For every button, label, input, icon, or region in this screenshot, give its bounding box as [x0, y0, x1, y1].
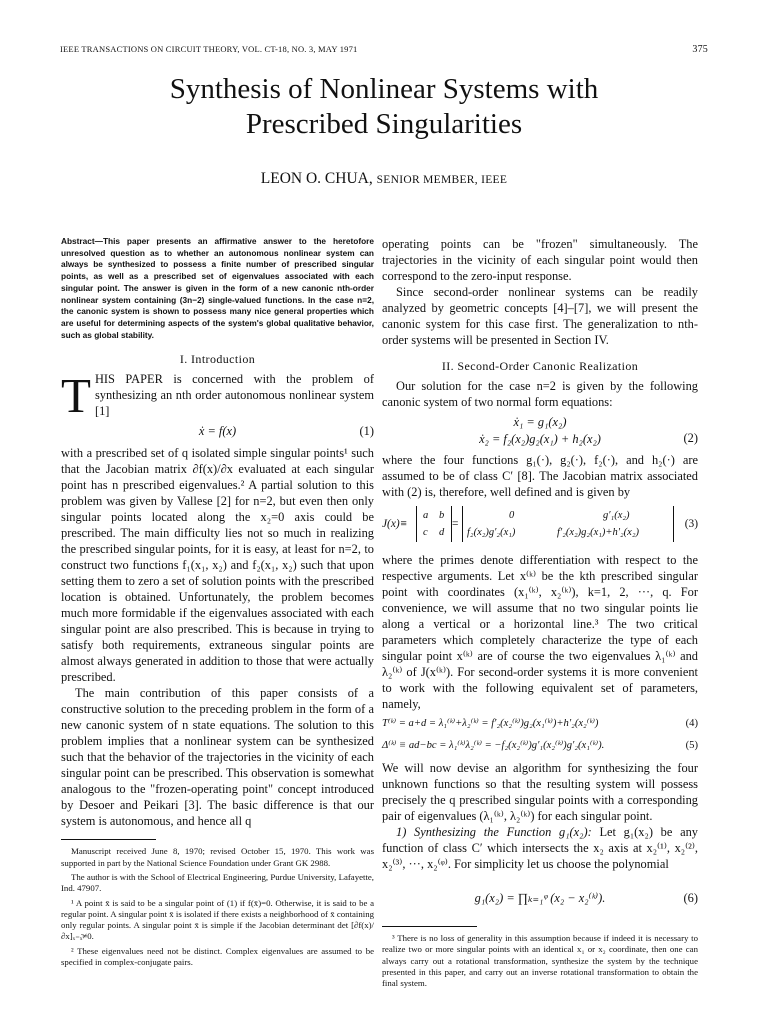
subsection-g1-text: Let g₁(x₂) be any function of class C′ which intersects the x₂ axis at x₂⁽¹⁾, x₂⁽²⁾, x₂⁽³⁾, ···, x₂⁽ᵠ⁾. For simplicity let us choose the polynomial: [382, 825, 698, 871]
matrix-entry-12: g′₁(x₂): [603, 510, 630, 521]
page-number: 375: [692, 44, 708, 55]
equation-2-number: (2): [683, 431, 698, 445]
equation-4-body: T⁽ᵏ⁾ = a+d = λ₁⁽ᵏ⁾+λ₂⁽ᵏ⁾ = f′₂(x₂⁽ᵏ⁾)g₂(x₁⁽ᵏ⁾)+h′₂(x₂⁽ᵏ⁾): [382, 718, 599, 729]
subsection-heading-g1: 1) Synthesizing the Function g₁(x₂):: [396, 825, 592, 839]
footnote-divider: [61, 839, 156, 840]
equation-5: [382, 738, 698, 756]
equation-5-number: (5): [685, 740, 698, 751]
footnote-divider-right: [382, 926, 477, 927]
paper-title: [60, 72, 708, 142]
right-paragraph-5: where the primes denote differentiation with respect to the respective arguments. Let x⁽ᵏ⁾ be the kth prescribed singular point with coordinates (x₁⁽ᵏ⁾, x₂⁽ᵏ⁾), k=1, 2, ···, q. For convenience, we will assume that no two singular points lie along a vertical or a horizontal line.³ The two critical parameters which completely characterize the type of each singular point x⁽ᵏ⁾ are of course the two eigenvalues λ₁⁽ᵏ⁾ and λ₂⁽ᵏ⁾ of J(x⁽ᵏ⁾). For second-order systems it is more convenient to work with the following equivalent set of parameters, namely,: [382, 553, 698, 711]
equation-6: [382, 878, 698, 916]
intro-paragraph-3: The main contribution of this paper consists of a constructive solution to the preceding problem in the form of a new canonic system of n state equations. The solution to this problem implies that a nonlinear system can be synthesized such that the behavior of the trajectories in the vicinity of each singular point can be prescribed. This observation is somewhat analogous to the "frozen-operating point" concept introduced by Desoer and Peikari [3]. The basic difference is that our system is autonomous, and hence all q: [61, 686, 374, 829]
left-column: [61, 236, 374, 971]
equation-3-number: (3): [684, 518, 698, 530]
drop-cap: T: [61, 368, 91, 424]
matrix-a: a: [423, 510, 429, 521]
abstract: Abstract—This paper presents an affirmative answer to the heretofore unresolved question as to whether an autonomous nonlinear system can always be synthesized to possess a finite number of prescribed singular points, as well as a prescribed set of eigenvalues associated with each singular point. The answer is given in the form of a new canonic nth-order nonlinear system containing (3n−2) single-valued functions. In the case n=2, the canonic system is shown to possess many nice general properties which are useful for determining aspects of the system's global qualitative behavior, such as global stability.: [61, 236, 374, 340]
matrix-equals: =: [452, 518, 459, 530]
symbolic-matrix: [416, 506, 452, 542]
journal-citation: IEEE TRANSACTIONS ON CIRCUIT THEORY, VOL. CT-18, NO. 3, MAY 1971: [60, 44, 358, 54]
jacobian-lhs: J(x)≡: [382, 518, 408, 530]
right-paragraph-1: operating points can be "frozen" simultaneously. The trajectories in the vicinity of each singular point would then correspond to the zero-input response.: [382, 237, 698, 283]
title-line-1: Synthesis of Nonlinear Systems with: [169, 73, 599, 105]
right-paragraph-6: We will now devise an algorithm for synthesizing the four unknown functions so that the resulting system will possess precisely the q prescribed singular points with a corresponding pair of eigenvalues (λ₁⁽ᵏ⁾, λ₂⁽ᵏ⁾) for each singular point.: [382, 761, 698, 823]
explicit-matrix: [462, 506, 674, 542]
equation-5-body: Δ⁽ᵏ⁾ ≡ ad−bc = λ₁⁽ᵏ⁾λ₂⁽ᵏ⁾ = −f₂(x₂⁽ᵏ⁾)g′₁(x₂⁽ᵏ⁾)g′₂(x₁⁽ᵏ⁾).: [382, 740, 605, 751]
matrix-entry-11: 0: [509, 510, 515, 521]
equation-4: [382, 716, 698, 734]
right-paragraph-3: Our solution for the case n=2 is given by the following canonic system of two normal form equations:: [382, 379, 698, 409]
equation-6-body: g₁(x₂) = ∏ₖ₌₁ᵠ (x₂ − x₂⁽ᵏ⁾).: [474, 891, 606, 905]
matrix-d: d: [439, 527, 445, 538]
equation-2: [382, 414, 698, 448]
equation-1-number: (1): [359, 424, 374, 439]
right-footnotes: [382, 933, 698, 989]
equation-4-number: (4): [685, 718, 698, 729]
author-byline: [60, 170, 708, 188]
matrix-entry-21: f₂(x₂)g′₂(x₁): [467, 527, 516, 538]
author-name: LEON O. CHUA,: [260, 170, 373, 187]
footnote-1: ¹ A point x̄ is said to be a singular point of (1) if f(x̄)=0. Otherwise, it is said to be a regular point. A singular point x̄ is isolated if there exists a neighborhood of x̄ containing only regular points. A singular point x̄ is simple if the Jacobian determinant det [∂f(x)/∂x]ₓ₌ₓ̄≠0.: [61, 897, 374, 942]
section-heading-canonic: II. Second-Order Canonic Realization: [441, 359, 639, 373]
footnote-2: ² These eigenvalues need not be distinct. Complex eigenvalues are assumed to be specified in complex-conjugate pairs.: [61, 945, 374, 967]
matrix-b: b: [439, 510, 445, 521]
manuscript-note: Manuscript received June 8, 1970; revised October 15, 1970. This work was supported in part by the National Science Foundation under Grant GK 2988.: [61, 846, 374, 868]
intro-paragraph-2: with a prescribed set of q isolated simple singular points¹ such that the Jacobian matrix ∂f(x)/∂x evaluated at each singular point has n prescribed eigenvalues.² A partial solution to this problem was given by Vallese [2] for n=2, but even then only singular points located along the x₂=0 axis could be prescribed. The main difficulty lies not so much in realizing the prescribed singular points, for it is easy, at least for n=2, to construct two functions f₁(x₁, x₂) and f₂(x₁, x₂) such that upon setting them to zero a set of solution points with the prescribed location is obtained. Unfortunately, the problem becomes much more formidable if the eigenvalues associated with each singular point are also prescribed. This is because in trying to satisfy both requirements, extraneous singular points are almost always generated in addition to those that were actually prescribed.: [61, 446, 374, 685]
equation-1-body: ẋ = f(x): [198, 424, 237, 439]
equation-2-line-2: ẋ₂ = f₂(x₂)g₂(x₁) + h₂(x₂): [479, 432, 601, 446]
left-footnotes: [61, 846, 374, 968]
author-membership: SENIOR MEMBER, IEEE: [376, 174, 508, 186]
equation-1: [61, 423, 374, 441]
equation-6-number: (6): [683, 891, 698, 905]
section-heading-introduction: I. Introduction: [179, 352, 256, 367]
running-header: [60, 44, 708, 54]
title-line-2: Prescribed Singularities: [245, 108, 523, 140]
right-column: [382, 236, 698, 992]
right-paragraph-7: [382, 824, 698, 872]
equation-3: [382, 504, 698, 546]
intro-first-paragraph: [61, 368, 374, 424]
intro-paragraph-1: HIS PAPER is concerned with the problem of synthesizing an nth order autonomous nonlinear system [1]: [94, 372, 374, 419]
author-affiliation-note: The author is with the School of Electrical Engineering, Purdue University, Lafayette, Ind. 47907.: [61, 871, 374, 894]
equation-2-line-1: ẋ₁ = g₁(x₂): [513, 415, 567, 429]
matrix-entry-22: f′₂(x₂)g₂(x₁)+h′₂(x₂): [557, 527, 639, 538]
matrix-c: c: [423, 527, 428, 538]
right-paragraph-4: where the four functions g₁(·), g₂(·), f₂(·), and h₂(·) are assumed to be of class C′ [8]. The Jacobian matrix associated with (2) is, therefore, well defined and is given by: [382, 453, 698, 499]
right-paragraph-2: Since second-order nonlinear systems can be readily analyzed by geometric concepts [4]–[7], we will present the canonic system for this case first. The generalization to nth-order systems will be presented in Section IV.: [382, 285, 698, 347]
footnote-3: ³ There is no loss of generality in this assumption because if indeed it is necessary to realize two or more singular points with an identical x₁ or x₂ coordinate, then one can always carry out a rotational transformation, synthesize the system by the technique presented in this paper, and carry out an inverse rotational transformation to obtain the final system.: [382, 933, 698, 989]
